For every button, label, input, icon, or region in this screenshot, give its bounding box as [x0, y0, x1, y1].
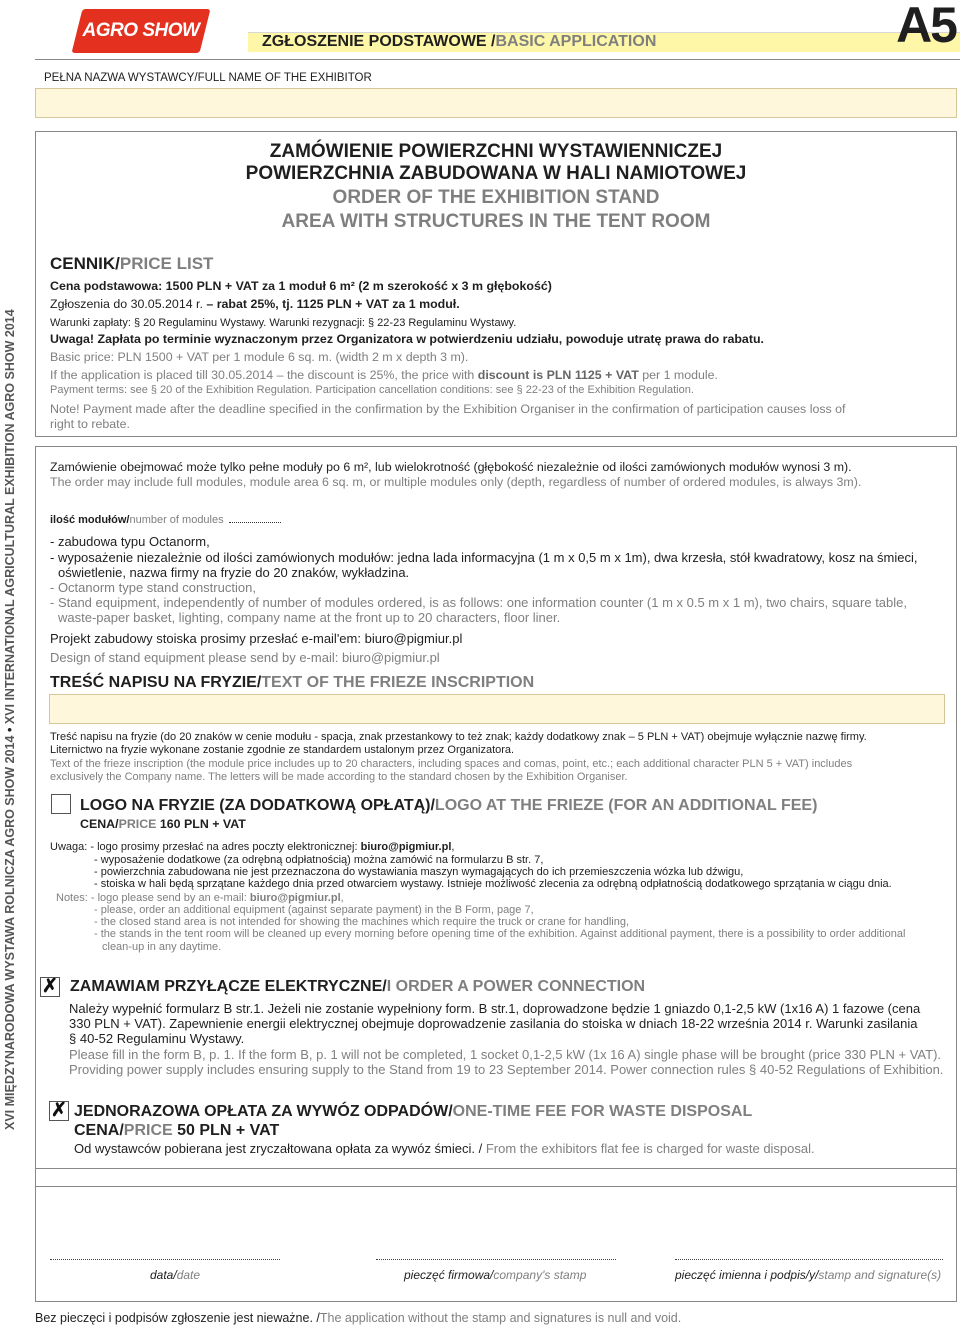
discount-en [50, 368, 718, 382]
includes-pl-1: - zabudowa typu Octanorm, [50, 534, 210, 549]
frieze-info-pl-2: Liternictwo na fryzie wykonane zostanie zgodnie ze standardem ustalonym przez Organizatora. [50, 744, 515, 756]
logo-option-heading-en: LOGO AT THE FRIEZE (FOR AN ADDITIONAL FEE) [434, 797, 818, 814]
title-line-1: ZAMÓWIENIE POWIERZCHNI WYSTAWIENNICZEJ [269, 141, 723, 162]
remarks-pl-3: - powierzchnia zabudowana nie jest przeznaczona do wystawiania maszyn wymagających do ich przemieszczenia wózka lub dźwigu, [94, 866, 744, 878]
footer-note [35, 1311, 681, 1325]
includes-en-3: waste-paper basket, lighting, company name at the front up to 20 characters, floor liner. [58, 610, 561, 625]
includes-en-1: - Octanorm type stand construction, [50, 580, 256, 595]
form-title [262, 32, 656, 52]
waste-price-label-en: PRICE [123, 1122, 173, 1139]
company-stamp-field[interactable] [376, 1259, 616, 1260]
agro-show-logo [72, 9, 211, 53]
power-en-1: Please fill in the form B, p. 1. If the form B, p. 1 will not be completed, 1 socket 0,1-2,5 kW (1x 16 A) single phase will be brought (price 330 PLN + VAT). [69, 1047, 942, 1062]
date-caption-en: date [176, 1268, 201, 1282]
power-en-2: Providing power supply includes ensuring supply to the Stand from 19 to 23 September 2014. Power connection rules § 40-52 Regulations of Exhibition. [69, 1062, 944, 1077]
frieze-info-pl-1: Treść napisu na fryzie (do 20 znaków w cenie modułu - spacja, znak przestankowy to też znak; każdy dodatkowy znak – 5 PLN + VAT) obejmuje wyłącznie nazwę firmy. [50, 731, 867, 743]
module-count-field[interactable] [229, 512, 281, 523]
module-count-row [50, 512, 281, 526]
discount-en-c: per 1 module. [642, 368, 718, 382]
warning-label: Uwaga! [50, 332, 95, 346]
price-list-section [35, 131, 957, 437]
price-list-heading-pl: CENNIK/ [50, 254, 120, 273]
logo-text: AGRO SHOW [82, 20, 200, 41]
module-count-label-pl: ilość modułów/ [50, 514, 130, 526]
payment-terms-en: Payment terms: see § 20 of the Exhibition Regulation. Participation cancellation conditions: see § 22-23 of the Exhibition Regulation. [50, 384, 694, 396]
signature-caption-pl: pieczęć imienna i podpis/y/ [675, 1268, 819, 1282]
exhibitor-name-field[interactable] [35, 88, 957, 118]
power-heading-pl: ZAMAWIAM PRZYŁĄCZE ELEKTRYCZNE/ [70, 978, 387, 995]
remarks-uwaga-email: biuro@pigmiur.pl [360, 841, 452, 853]
remarks-uwaga-text: Uwaga: - logo prosimy przesłać na adres poczty elektronicznej: [50, 841, 358, 853]
side-banner-separator: • [3, 727, 17, 733]
date-caption [150, 1268, 200, 1282]
modules-info-pl: Zamówienie obejmować może tylko pełne moduły po 6 m², lub wielokrotność (głębokość niezależnie od ilości zamówionych modułów wynosi 3 m). [50, 460, 852, 474]
power-pl-1: Należy wypełnić formularz B str.1. Jeżeli nie zostanie wypełniony form. B str.1, doprowadzone będzie 1 gniazdo 0,1-2,5 kW (1x16 A) 1 fazowe (cena [69, 1001, 921, 1016]
logo-option-price [80, 817, 246, 831]
remarks-en-2: - please, order an additional equipment (against separate payment) in the B Form, page 7, [94, 904, 534, 916]
warning-pl [50, 332, 764, 346]
modules-info-en: The order may include full modules, module area 6 sq. m, or multiple modules only (depth, regardless of number of ordered modules, is always 3m). [50, 475, 862, 489]
waste-price-value: 50 PLN + VAT [177, 1122, 280, 1139]
side-banner-pl: XVI MIĘDZYNARODOWA WYSTAWA ROLNICZA AGRO SHOW 2014 [3, 735, 17, 1130]
waste-text-pl: Od wystawców pobierana jest zryczałtowana opłata za wywóz śmieci. / [74, 1141, 483, 1156]
remarks-notes-text: Notes: - logo please send by an e-mail: [56, 892, 247, 904]
waste-text-en: From the exhibitors flat fee is charged for waste disposal. [485, 1141, 815, 1156]
price-list-heading-en: PRICE LIST [119, 254, 214, 273]
logo-price-label-pl: CENA/ [80, 817, 119, 831]
remarks-en-3: - the closed stand area is not intended for showing the machines which require the truck or crane for handling, [94, 916, 630, 928]
frieze-inscription-field[interactable] [49, 694, 945, 724]
waste-heading [74, 1103, 752, 1121]
payment-terms-pl: Warunki zapłaty: § 20 Regulaminu Wystawy. Warunki rezygnacji: § 22-23 Regulaminu Wystawy. [50, 317, 517, 329]
remarks-en-5: clean-up in any daytime. [102, 941, 222, 953]
date-field[interactable] [50, 1259, 280, 1260]
frieze-heading-pl: TREŚĆ NAPISU NA FRYZIE/ [50, 674, 262, 691]
remarks-pl-2: - wyposażenie dodatkowe (za odrębną odpłatnością) można zamówić na formularzu B str. 7, [94, 854, 544, 866]
logo-option-heading [80, 797, 817, 815]
header-divider [35, 59, 960, 60]
deadline-pl [50, 297, 460, 311]
deadline-discount: – rabat 25%, tj. 1125 PLN + VAT za 1 moduł. [206, 297, 460, 311]
remarks-uwaga-comma: , [451, 841, 455, 853]
waste-text [74, 1141, 815, 1156]
signature-caption-en: stamp and signature(s) [818, 1268, 942, 1282]
warning-text: Zapłata po terminie wyznaczonym przez Organizatora w potwierdzeniu udziału, powoduje utratę prawa do rabatu. [97, 332, 764, 346]
includes-en-2: - Stand equipment, independently of number of modules ordered, is as follows: one information counter (1 m x 0.5 m x 1 m), two chairs, square table, [50, 595, 907, 610]
remarks-notes-comma: , [340, 892, 344, 904]
side-banner [2, 205, 18, 1130]
waste-heading-pl: JEDNORAZOWA OPŁATA ZA WYWÓZ ODPADÓW/ [74, 1103, 453, 1120]
note-en-2: right to rebate. [50, 417, 130, 431]
frieze-heading [50, 674, 534, 692]
deadline-date: Zgłoszenia do 30.05.2014 r. [50, 297, 203, 311]
remarks-pl-1 [50, 841, 454, 853]
remarks-en-4: - the stands in the tent room will be cleaned up every morning before opening time of the exhibition. Against additional payment, there is a possibility to order additional [94, 928, 906, 940]
title-line-3: ORDER OF THE EXHIBITION STAND [332, 187, 660, 208]
form-title-en: BASIC APPLICATION [495, 33, 657, 50]
logo-price-label-en: PRICE [118, 817, 157, 831]
exhibitor-name-label: PEŁNA NAZWA WYSTAWCY/FULL NAME OF THE EXHIBITOR [44, 72, 372, 84]
logo-option-heading-pl: LOGO NA FRYZIE (ZA DODATKOWĄ OPŁATĄ)/ [80, 797, 435, 814]
form-code: A5 [896, 0, 956, 53]
title-line-4: AREA WITH STRUCTURES IN THE TENT ROOM [281, 211, 711, 232]
project-en: Design of stand equipment please send by e-mail: biuro@pigmiur.pl [50, 650, 440, 665]
waste-price [74, 1122, 279, 1140]
power-heading-en: I ORDER A POWER CONNECTION [386, 978, 646, 995]
signature-caption [675, 1268, 941, 1282]
power-connection-checkbox[interactable]: ✗ [40, 977, 60, 997]
date-caption-pl: data/ [150, 1268, 177, 1282]
price-list-heading [50, 254, 213, 274]
frieze-heading-en: TEXT OF THE FRIEZE INSCRIPTION [261, 674, 535, 691]
stamp-caption-en: company's stamp [493, 1268, 587, 1282]
form-title-pl: ZGŁOSZENIE PODSTAWOWE / [262, 33, 496, 50]
base-price-pl: Cena podstawowa: 1500 PLN + VAT za 1 moduł 6 m² (2 m szerokość x 3 m głębokość) [50, 279, 552, 293]
stamp-caption [404, 1268, 586, 1282]
logo-option-checkbox[interactable] [51, 794, 71, 814]
stamp-caption-pl: pieczęć firmowa/ [404, 1268, 494, 1282]
discount-en-a: If the application is placed till 30.05.2014 – the discount is 25%, the price with [50, 368, 475, 382]
footer-note-en: The application without the stamp and signatures is null and void. [319, 1311, 682, 1325]
power-pl-2: 330 PLN + VAT). Zapewnienie energii elektrycznej obejmuje doprowadzenie zasilania do stoiska w dniach 18-22 września 2014 r. Warunki zasilania [69, 1016, 918, 1031]
includes-pl-2: - wyposażenie niezależnie od ilości zamówionych modułów: jedna lada informacyjna (1 m x 0,5 m x 1m), dwa krzesła, stół kwadratowy, kosz na śmieci, [50, 550, 918, 565]
waste-fee-checkbox[interactable]: ✗ [49, 1101, 69, 1121]
waste-heading-en: ONE-TIME FEE FOR WASTE DISPOSAL [452, 1103, 753, 1120]
discount-en-b: discount is PLN 1125 + VAT [477, 368, 639, 382]
power-pl-3: § 40-52 Regulaminu Wystawy. [69, 1031, 245, 1046]
footer-note-pl: Bez pieczęci i podpisów zgłoszenie jest nieważne. / [35, 1311, 320, 1325]
includes-pl-3: oświetlenie, nazwa firmy na fryzie do 20 znaków, wykładzina. [58, 565, 410, 580]
side-banner-en: XVI INTERNATIONAL AGRICULTURAL EXHIBITION AGRO SHOW 2014 [3, 309, 17, 725]
remarks-en-1 [56, 892, 344, 904]
remarks-pl-4: - stoiska w hali będą sprzątane każdego dnia przed otwarciem wystawy. Istnieje możliwość zlecenia za odrębną odpłatnością dodatkowego sprzątania w ciągu dnia. [94, 878, 892, 890]
module-count-label-en: number of modules [129, 514, 224, 526]
remarks-notes-email: biuro@pigmiur.pl [249, 892, 341, 904]
signature-field[interactable] [675, 1259, 943, 1260]
base-price-en: Basic price: PLN 1500 + VAT per 1 module 6 sq. m. (width 2 m x depth 3 m). [50, 350, 469, 364]
frieze-info-en-1: Text of the frieze inscription (the module price includes up to 20 characters, including spaces and comas, point, etc.; each additional character PLN 5 + VAT) includes [50, 758, 853, 770]
project-pl: Projekt zabudowy stoiska prosimy przesłać e-mail'em: biuro@pigmiur.pl [50, 631, 463, 646]
power-heading [70, 978, 645, 996]
title-line-2: POWIERZCHNIA ZABUDOWANA W HALI NAMIOTOWEJ [245, 163, 747, 184]
frieze-info-en-2: exclusively the Company name. The letters will be made according to the standard chosen by the Exhibition Organiser. [50, 771, 628, 783]
waste-price-label-pl: CENA/ [74, 1122, 124, 1139]
logo-price-value: 160 PLN + VAT [159, 817, 246, 831]
note-en-1: Note! Payment made after the deadline specified in the confirmation by the Exhibition Organiser in the confirmation of participation causes loss of [50, 402, 846, 416]
